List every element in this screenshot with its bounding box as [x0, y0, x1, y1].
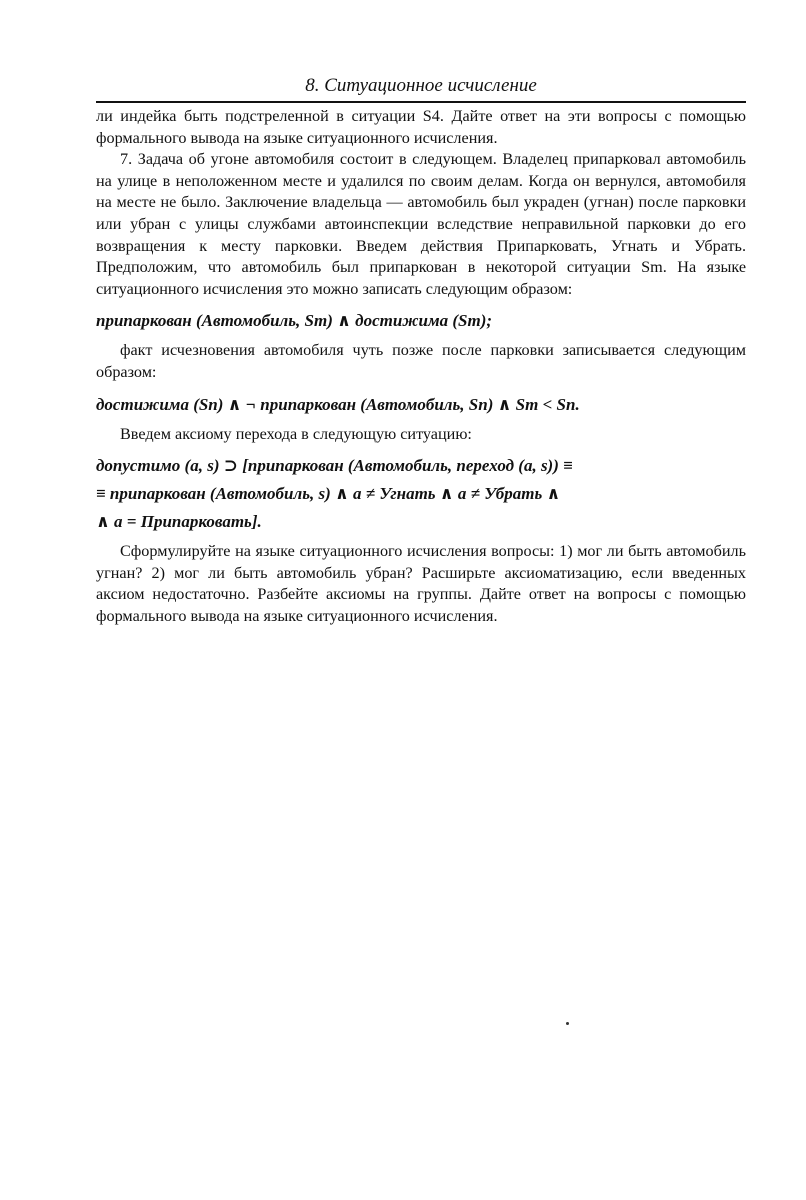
paragraph-continuation: ли индейка быть подстреленной в ситуации S4. Дайте ответ на эти вопросы с помощью формального вывода на языке ситуационного исчисления. — [96, 107, 746, 147]
header-rule — [96, 101, 746, 103]
formula-parked: припаркован (Автомобиль, Sm) ∧ достижима (Sm); — [96, 311, 493, 331]
formula-axiom-line-2: ≡ припаркован (Автомобиль, s) ∧ a ≠ Угнать ∧ a ≠ Убрать ∧ — [96, 484, 561, 504]
formula-axiom-line-1: допустимо (a, s) ⊃ [припаркован (Автомобиль, переход (a, s)) ≡ — [96, 456, 573, 476]
paragraph-task: Сформулируйте на языке ситуационного исчисления вопросы: 1) мог ли быть автомобиль угнан? 2) мог ли быть автомобиль убран? Расширьте аксиоматизацию, если введенных аксиом недостаточно. Разбейте аксиомы на группы. Дайте ответ на вопросы с помощью формального вывода на языке ситуационного исчисления. — [96, 542, 746, 625]
formula-disappeared: достижима (Sn) ∧ ¬ припаркован (Автомобиль, Sn) ∧ Sm < Sn. — [96, 394, 580, 414]
formula-axiom-line-3: ∧ a = Припарковать]. — [96, 512, 262, 532]
page-body — [96, 106, 746, 628]
paragraph-problem-7: 7. Задача об угоне автомобиля состоит в следующем. Владелец припарковал автомобиль на улице в неположенном месте и удалился по своим делам. Когда он вернулся, автомобиля на месте не было. Заключение владельца — автомобиль был украден (угнан) после парковки или убран с улицы службами автоинспекции вследствие неправильной парковки до его возвращения к месту парковки. Введем действия Припарковать, Угнать и Убрать. Предположим, что автомобиль был припаркован в некоторой ситуации Sm. На языке ситуационного исчисления это можно записать следующим образом: — [96, 150, 746, 298]
print-speck — [566, 1022, 569, 1025]
running-head: 8. Ситуационное исчисление — [305, 75, 537, 96]
paragraph-axiom-intro: Введем аксиому перехода в следующую ситуацию: — [120, 424, 472, 443]
paragraph-disappearance: факт исчезновения автомобиля чуть позже после парковки записывается следующим образом: — [96, 341, 746, 381]
